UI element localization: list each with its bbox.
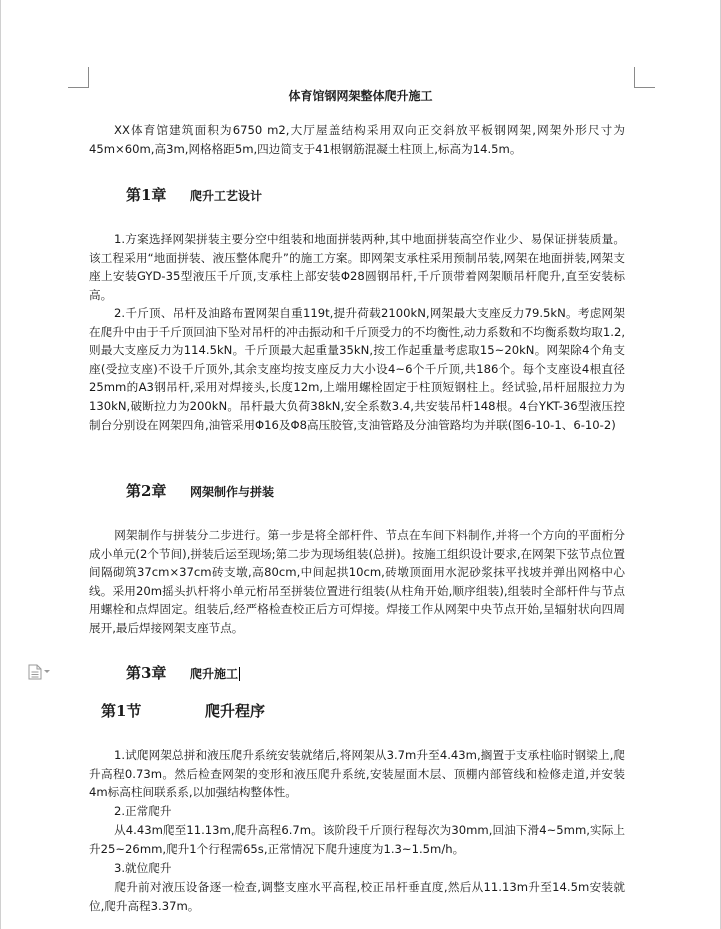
text-cursor <box>239 667 240 681</box>
subheading-normal-climb[interactable]: 2.正常爬升 <box>114 804 172 818</box>
section-1-paragraph-3-text: 爬升前对液压设备逐一检查,调整支座水平高程,校正吊杆垂直度,然后从11.13m升至14.5m安装就位,爬升高程3.37m。 <box>89 880 625 913</box>
subheading-final-climb[interactable]: 3.就位爬升 <box>114 861 172 875</box>
chapter-2-title: 网架制作与拼装 <box>190 485 275 499</box>
section-1-label: 第1节 <box>101 702 142 720</box>
chevron-down-icon <box>44 670 50 673</box>
chapter-1-paragraph-2-text: 2.千斤顶、吊杆及油路布置网架自重119t,提升荷载2100kN,网架最大支座反力79.5kN。考虑网架在爬升中由于千斤顶回油下坠对吊杆的冲击振动和千斤顶受力的不均衡性,动力系数和不均衡系数均取1.2,则最大支座反力为114.5kN。千斤顶最大起重量35kN,按工作起重量考虑取15~20kN。网架除4个角支座(受拉支座)不设千斤顶外,其余支座均按支座反力大小设4~6个千斤顶,共186个。每个支座设4根直径25mm的A3钢吊杆,采用对焊接头,长度12m,上端用螺栓固定于柱顶短钢柱上。经试验,吊杆屈服拉力为130kN,破断拉力为200kN。吊杆最大负荷38kN,安全系数3.4,共安装吊杆148根。4台YKT-36型液压控制台分别设在网架四角,油管采用Φ16及Φ8高压胶管,支油管路及分油管路均为并联(图6-10-1、6-10-2) <box>89 306 625 432</box>
chapter-2-paragraph-1[interactable] <box>89 526 625 638</box>
chapter-2-label: 第2章 <box>126 482 167 500</box>
intro-text: XX体育馆建筑面积为6750 m2,大厅屋盖结构采用双向正交斜放平板钢网架,网架外形尺寸为45m×60m,高3m,网格格距5m,四边简支于41根钢筋混凝土柱顶上,标高为14.5m。 <box>89 123 625 156</box>
chapter-1-title: 爬升工艺设计 <box>190 189 263 203</box>
chapter-2-paragraph-1-text: 网架制作与拼装分二步进行。第一步是将全部杆件、节点在车间下料制作,并将一个方向的平面桁分成小单元(2个节间),拼装后运至现场;第二步为现场组装(总拼)。按施工组织设计要求,在网架下弦节点位置间隔砌筑37cm×37cm砖支墩,高80cm,中间起拱10cm,砖墩顶面用水泥砂浆抹平找坡并弹出网格中心线。采用20m摇头扒杆将小单元桁吊至拼装位置进行组装(从柱角开始,顺序组装),组装时全部杆件与节点用螺栓和点焊固定。组装后,经严格检查校正后方可焊接。焊接工作从网架中央节点开始,呈辐射状向四周展开,最后焊接网架支座节点。 <box>89 528 625 635</box>
section-1-paragraph-1[interactable] <box>89 746 625 802</box>
section-1-paragraph-2-text: 从4.43m爬至11.13m,爬升高程6.7m。该阶段千斤顶行程每次为30mm,回油下滑4~5mm,实际上升25~26mm,爬升1个行程需65s,正常情况下爬升速度为1.3~1.5m/h。 <box>89 823 625 856</box>
chapter-1-paragraph-2[interactable] <box>89 304 625 434</box>
chapter-1-heading[interactable] <box>126 185 262 206</box>
section-1-paragraph-1-text: 1.试爬网架总拼和液压爬升系统安装就绪后,将网架从3.7m升至4.43m,搁置于支承柱临时钢梁上,爬升高程0.73m。然后检查网架的变形和液压爬升系统,安装屋面木层、顶棚内部管线和检修走道,并安装4m标高柱间联系系,以加强结构整体性。 <box>89 748 625 800</box>
chapter-1-label: 第1章 <box>126 186 167 204</box>
chapter-1-paragraph-1-text: 1.方案选择网架拼装主要分空中组装和地面拼装两种,其中地面拼装高空作业少、易保证拼装质量。该工程采用“地面拼装、液压整体爬升”的施工方案。即网架支承柱采用预制吊装,网架在地面拼装,网架支座上安装GYD-35型液压千斤顶,支承柱上部安装Φ28圆钢吊杆,千斤顶带着网架顺吊杆爬升,直至安装标高。 <box>89 232 625 302</box>
chapter-2-heading[interactable] <box>126 481 274 502</box>
section-1-heading[interactable] <box>101 700 265 721</box>
section-1-paragraph-2[interactable] <box>89 821 625 858</box>
document-title[interactable]: 体育馆钢网架整体爬升施工 <box>288 89 433 103</box>
page-glyph-icon <box>28 664 42 680</box>
document-options-icon[interactable] <box>28 664 56 680</box>
margin-corner-top-right <box>634 67 655 88</box>
chapter-1-paragraph-1[interactable] <box>89 230 625 304</box>
chapter-3-title: 爬升施工 <box>190 667 239 681</box>
chapter-3-label: 第3章 <box>126 664 167 682</box>
chapter-3-heading[interactable] <box>126 663 240 684</box>
margin-corner-top-left <box>68 67 89 88</box>
intro-paragraph[interactable] <box>89 121 625 158</box>
section-1-title: 爬升程序 <box>205 702 266 720</box>
page-border-left <box>0 0 1 929</box>
section-1-paragraph-3[interactable] <box>89 878 625 915</box>
